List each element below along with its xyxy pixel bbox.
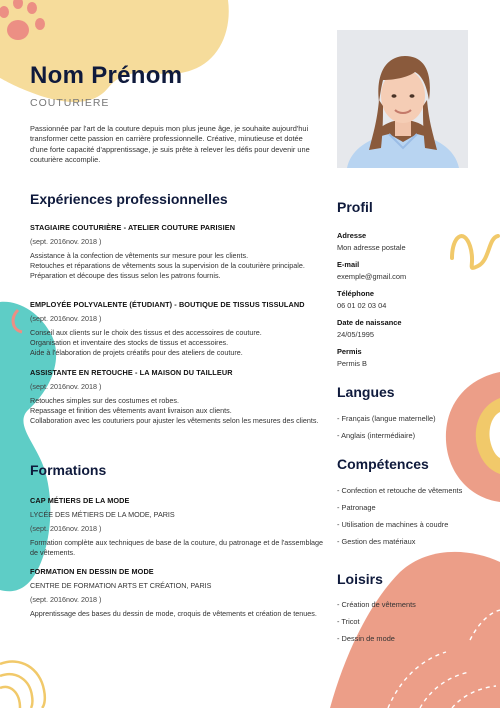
experience-item bbox=[30, 368, 325, 426]
hobbies-list bbox=[337, 600, 477, 644]
list-item: - Tricot bbox=[337, 617, 360, 626]
education-item bbox=[30, 496, 325, 558]
education-heading: Formations bbox=[30, 462, 107, 478]
education-description: Apprentissage des bases du dessin de mode, croquis de vêtements et création de tenues. bbox=[30, 609, 317, 618]
experience-title: STAGIAIRE COUTURIÈRE - ATELIER COUTURE PARISIEN bbox=[30, 223, 236, 232]
experience-dates: (sept. 2016nov. 2018 ) bbox=[30, 382, 102, 391]
skills-heading: Compétences bbox=[337, 456, 429, 472]
education-school: LYCÉE DES MÉTIERS DE LA MODE, PARIS bbox=[30, 510, 175, 519]
profile-field-birthdate: Date de naissance 24/05/1995 bbox=[337, 318, 402, 339]
experience-description: Retouches simples sur des costumes et robes. Repassage et finition des vêtements avant livraison aux clients. Collaboration avec les couturiers pour ajuster les vêtements selon les mesures des clients. bbox=[30, 396, 319, 425]
languages-heading: Langues bbox=[337, 384, 395, 400]
list-item: - Dessin de mode bbox=[337, 634, 395, 643]
list-item: - Utilisation de machines à coudre bbox=[337, 520, 449, 529]
education-title: CAP MÉTIERS DE LA MODE bbox=[30, 496, 130, 505]
experience-description: Conseil aux clients sur le choix des tissus et des accessoires de couture. Organisation et inventaire des stocks de tissus et accessoires. Aide à l'élaboration de projets créatifs pour des ateliers de couture. bbox=[30, 328, 262, 357]
experience-heading: Expériences professionnelles bbox=[30, 191, 228, 207]
list-item: - Patronage bbox=[337, 503, 376, 512]
profile-field-phone: Téléphone 06 01 02 03 04 bbox=[337, 289, 387, 310]
yellow-lines-decoration bbox=[0, 662, 45, 708]
education-dates: (sept. 2016nov. 2018 ) bbox=[30, 595, 102, 604]
experience-item bbox=[30, 223, 325, 281]
skills-list bbox=[337, 486, 477, 547]
profile-field-address: Adresse Mon adresse postale bbox=[337, 231, 406, 252]
experience-dates: (sept. 2016nov. 2018 ) bbox=[30, 314, 102, 323]
profile-field-email: E-mail exemple@gmail.com bbox=[337, 260, 407, 281]
education-school: CENTRE DE FORMATION ARTS ET CRÉATION, PARIS bbox=[30, 581, 212, 590]
experience-title: ASSISTANTE EN RETOUCHE - LA MAISON DU TAILLEUR bbox=[30, 368, 233, 377]
profile-photo bbox=[337, 30, 468, 168]
education-title: FORMATION EN DESSIN DE MODE bbox=[30, 567, 154, 576]
candidate-name: Nom Prénom bbox=[30, 62, 183, 89]
education-description: Formation complète aux techniques de base de la couture, du patronage et de l'assemblage de vêtements. bbox=[30, 538, 324, 557]
intro-paragraph: Passionnée par l'art de la couture depuis mon plus jeune âge, je souhaite aujourd'hui transformer cette passion en carrière professionnelle. Créative, minutieuse et dotée d'une forte capacité d'apprentissage, je suis prête à relever les défis pour devenir une couturière accomplie. bbox=[30, 124, 310, 164]
list-item: - Français (langue maternelle) bbox=[337, 414, 436, 423]
experience-title: EMPLOYÉE POLYVALENTE (ÉTUDIANT) - BOUTIQUE DE TISSUS TISSULAND bbox=[30, 300, 305, 309]
list-item: - Gestion des matériaux bbox=[337, 537, 416, 546]
languages-list bbox=[337, 414, 477, 441]
education-dates: (sept. 2016nov. 2018 ) bbox=[30, 524, 102, 533]
hobbies-heading: Loisirs bbox=[337, 571, 383, 587]
experience-description: Assistance à la confection de vêtements sur mesure pour les clients. Retouches et réparations de vêtements sous la supervision de la couturière principale. Préparation et découpe des tissus selon les patrons fournis. bbox=[30, 251, 305, 280]
profile-heading: Profil bbox=[337, 199, 373, 215]
list-item: - Confection et retouche de vêtements bbox=[337, 486, 463, 495]
experience-dates: (sept. 2016nov. 2018 ) bbox=[30, 237, 102, 246]
education-item bbox=[30, 567, 325, 619]
profile-field-license: Permis Permis B bbox=[337, 347, 367, 368]
list-item: - Création de vêtements bbox=[337, 600, 416, 609]
job-title: COUTURIERE bbox=[30, 97, 110, 109]
list-item: - Anglais (intermédiaire) bbox=[337, 431, 416, 440]
experience-item bbox=[30, 300, 325, 358]
